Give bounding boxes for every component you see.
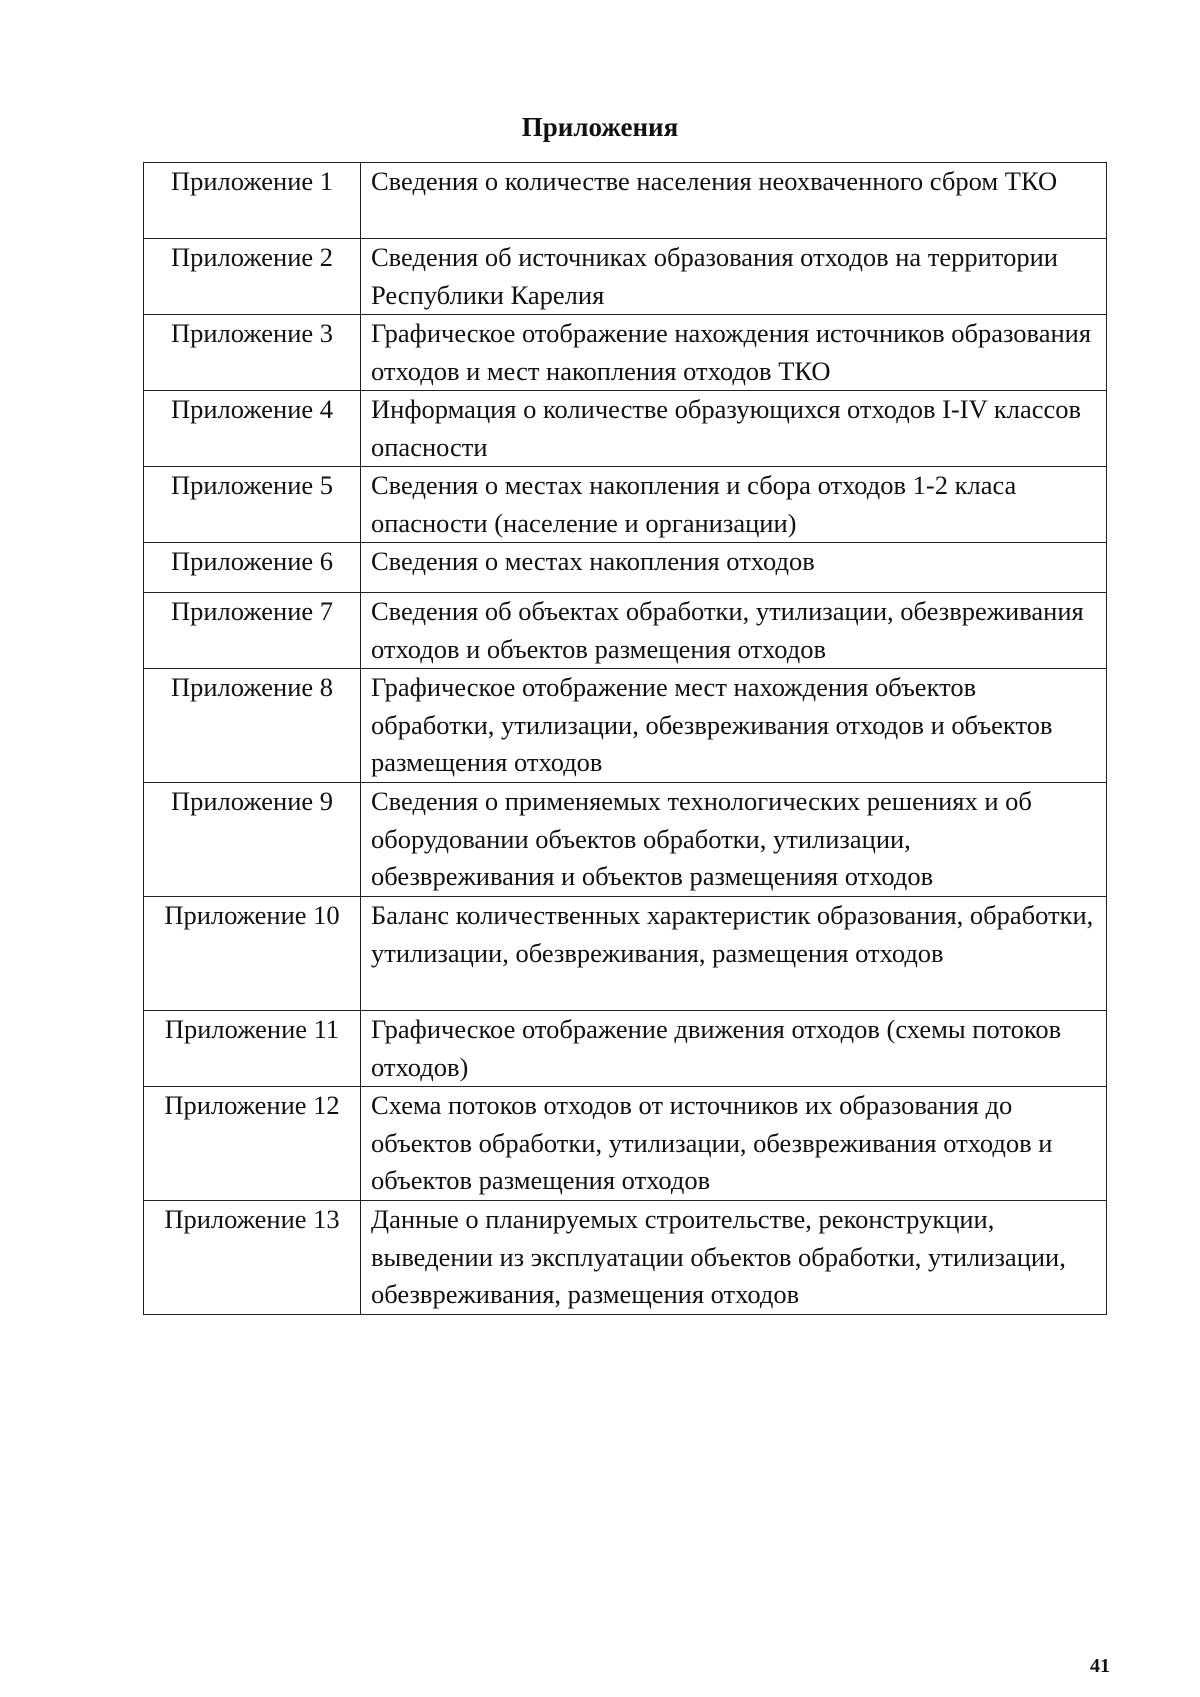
- appendix-description: Данные о планируемых строительстве, реконструкции, выведении из эксплуатации объектов обработки, утилизации, обезвреживания, размещения отходов: [361, 1201, 1107, 1315]
- appendix-description: Сведения о количестве населения неохваченного сбром ТКО: [361, 163, 1107, 239]
- appendix-description: Схема потоков отходов от источников их образования до объектов обработки, утилизации, обезвреживания отходов и объектов размещения отходов: [361, 1087, 1107, 1201]
- appendix-description: Сведения об объектах обработки, утилизации, обезвреживания отходов и объектов размещения отходов: [361, 593, 1107, 669]
- appendix-name: Приложение 10: [144, 897, 361, 1011]
- appendix-name: Приложение 12: [144, 1087, 361, 1201]
- appendix-description: Сведения о местах накопления и сбора отходов 1-2 класа опасности (население и организации): [361, 467, 1107, 543]
- table-row: [144, 1011, 1107, 1087]
- appendix-name: Приложение 8: [144, 669, 361, 783]
- table-row: [144, 1201, 1107, 1315]
- appendix-name: Приложение 9: [144, 783, 361, 897]
- table-row: [144, 163, 1107, 239]
- table-row: [144, 897, 1107, 1011]
- appendix-name: Приложение 4: [144, 391, 361, 467]
- appendix-description: Сведения о применяемых технологических решениях и об оборудовании объектов обработки, утилизации, обезвреживания и объектов размещенияя отходов: [361, 783, 1107, 897]
- appendix-name: Приложение 7: [144, 593, 361, 669]
- appendix-description: Графическое отображение мест нахождения объектов обработки, утилизации, обезвреживания отходов и объектов размещения отходов: [361, 669, 1107, 783]
- table-row: [144, 1087, 1107, 1201]
- appendix-description: Графическое отображение нахождения источников образования отходов и мест накопления отходов ТКО: [361, 315, 1107, 391]
- table-row: [144, 783, 1107, 897]
- page-title: Приложения: [521, 112, 679, 142]
- appendix-name: Приложение 5: [144, 467, 361, 543]
- appendix-description: Сведения о местах накопления отходов: [361, 543, 1107, 593]
- appendix-name: Приложение 11: [144, 1011, 361, 1087]
- page-number: 41: [1090, 1655, 1110, 1677]
- appendix-description: Сведения об источниках образования отходов на территории Республики Карелия: [361, 239, 1107, 315]
- table-row: [144, 593, 1107, 669]
- appendix-name: Приложение 6: [144, 543, 361, 593]
- appendix-name: Приложение 1: [144, 163, 361, 239]
- table-row: [144, 669, 1107, 783]
- appendix-name: Приложение 3: [144, 315, 361, 391]
- table-row: [144, 467, 1107, 543]
- appendix-table: [143, 162, 1107, 1315]
- appendix-name: Приложение 2: [144, 239, 361, 315]
- table-row: [144, 543, 1107, 593]
- table-row: [144, 391, 1107, 467]
- appendix-description: Графическое отображение движения отходов (схемы потоков отходов): [361, 1011, 1107, 1087]
- appendix-name: Приложение 13: [144, 1201, 361, 1315]
- table-row: [144, 315, 1107, 391]
- appendix-description: Информация о количестве образующихся отходов I-IV классов опасности: [361, 391, 1107, 467]
- table-row: [144, 239, 1107, 315]
- appendix-description: Баланс количественных характеристик образования, обработки, утилизации, обезвреживания, размещения отходов: [361, 897, 1107, 1011]
